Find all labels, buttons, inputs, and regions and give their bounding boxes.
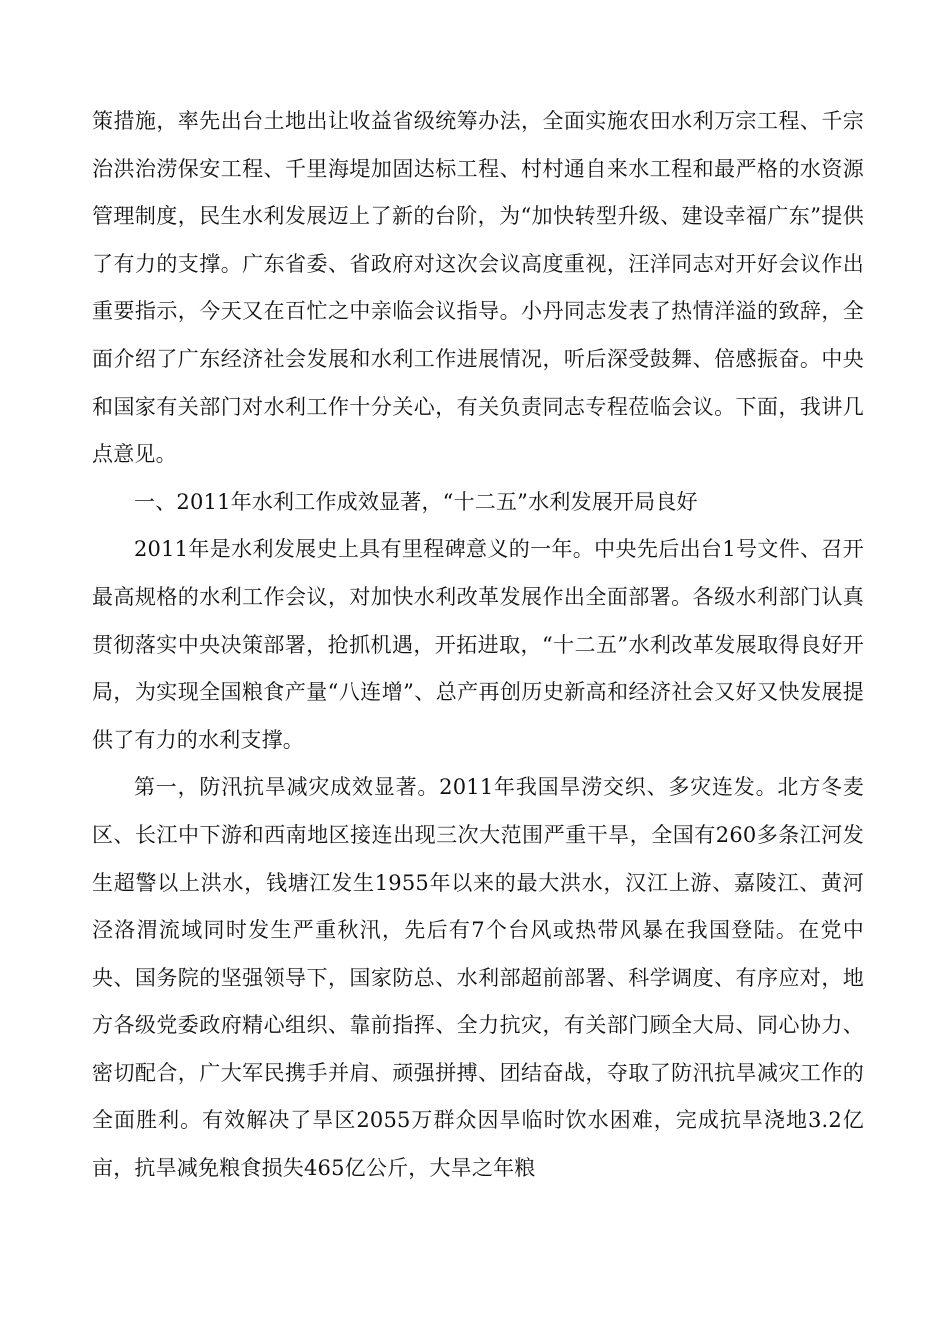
paragraph-2: 2011年是水利发展史上具有里程碑意义的一年。中央先后出台1号文件、召开最高规格的水利工作会议，对加快水利改革发展作出全面部署。各级水利部门认真贯彻落实中央决策部署，抢抓机遇，开拓进取，“十二五”水利改革发展取得良好开局，为实现全国粮食产量“八连增”、总产再创历史新高和经济社会又好又快发展提供了有力的水利支撑。 [92,537,864,752]
paragraph-3: 第一，防汛抗旱减灾成效显著。2011年我国旱涝交织、多灾连发。北方冬麦区、长江中下游和西南地区接连出现三次大范围严重干旱，全国有260多条江河发生超警以上洪水，钱塘江发生1955年以来的最大洪水，汉江上游、嘉陵江、黄河泾洛渭流域同时发生严重秋汛，先后有7个台风或热带风暴在我国登陆。在党中央、国务院的坚强领导下，国家防总、水利部超前部署、科学调度、有序应对，地方各级党委政府精心组织、靠前指挥、全力抗灾，有关部门顾全大局、同心协力、密切配合，广大军民携手并肩、顽强拼搏、团结奋战，夺取了防汛抗旱减灾工作的全面胜利。有效解决了旱区2055万群众因旱临时饮水困难，完成抗旱浇地3.2亿亩，抗旱减免粮食损失465亿公斤，大旱之年粮 [92,775,864,1181]
section-heading: 一、2011年水利工作成效显著，“十二五”水利发展开局良好 [134,489,698,514]
paragraph-1: 策措施，率先出台土地出让收益省级统筹办法，全面实施农田水利万宗工程、千宗治洪治涝保安工程、千里海堤加固达标工程、村村通自来水工程和最严格的水资源管理制度，民生水利发展迈上了新的台阶，为“加快转型升级、建设幸福广东”提供了有力的支撑。广东省委、省政府对这次会议高度重视，汪洋同志对开好会议作出重要指示，今天又在百忙之中亲临会议指导。小丹同志发表了热情洋溢的致辞，全面介绍了广东经济社会发展和水利工作进展情况，听后深受鼓舞、倍感振奋。中央和国家有关部门对水利工作十分关心，有关负责同志专程莅临会议。下面，我讲几点意见。 [92,109,864,467]
body-text [92,98,864,1193]
